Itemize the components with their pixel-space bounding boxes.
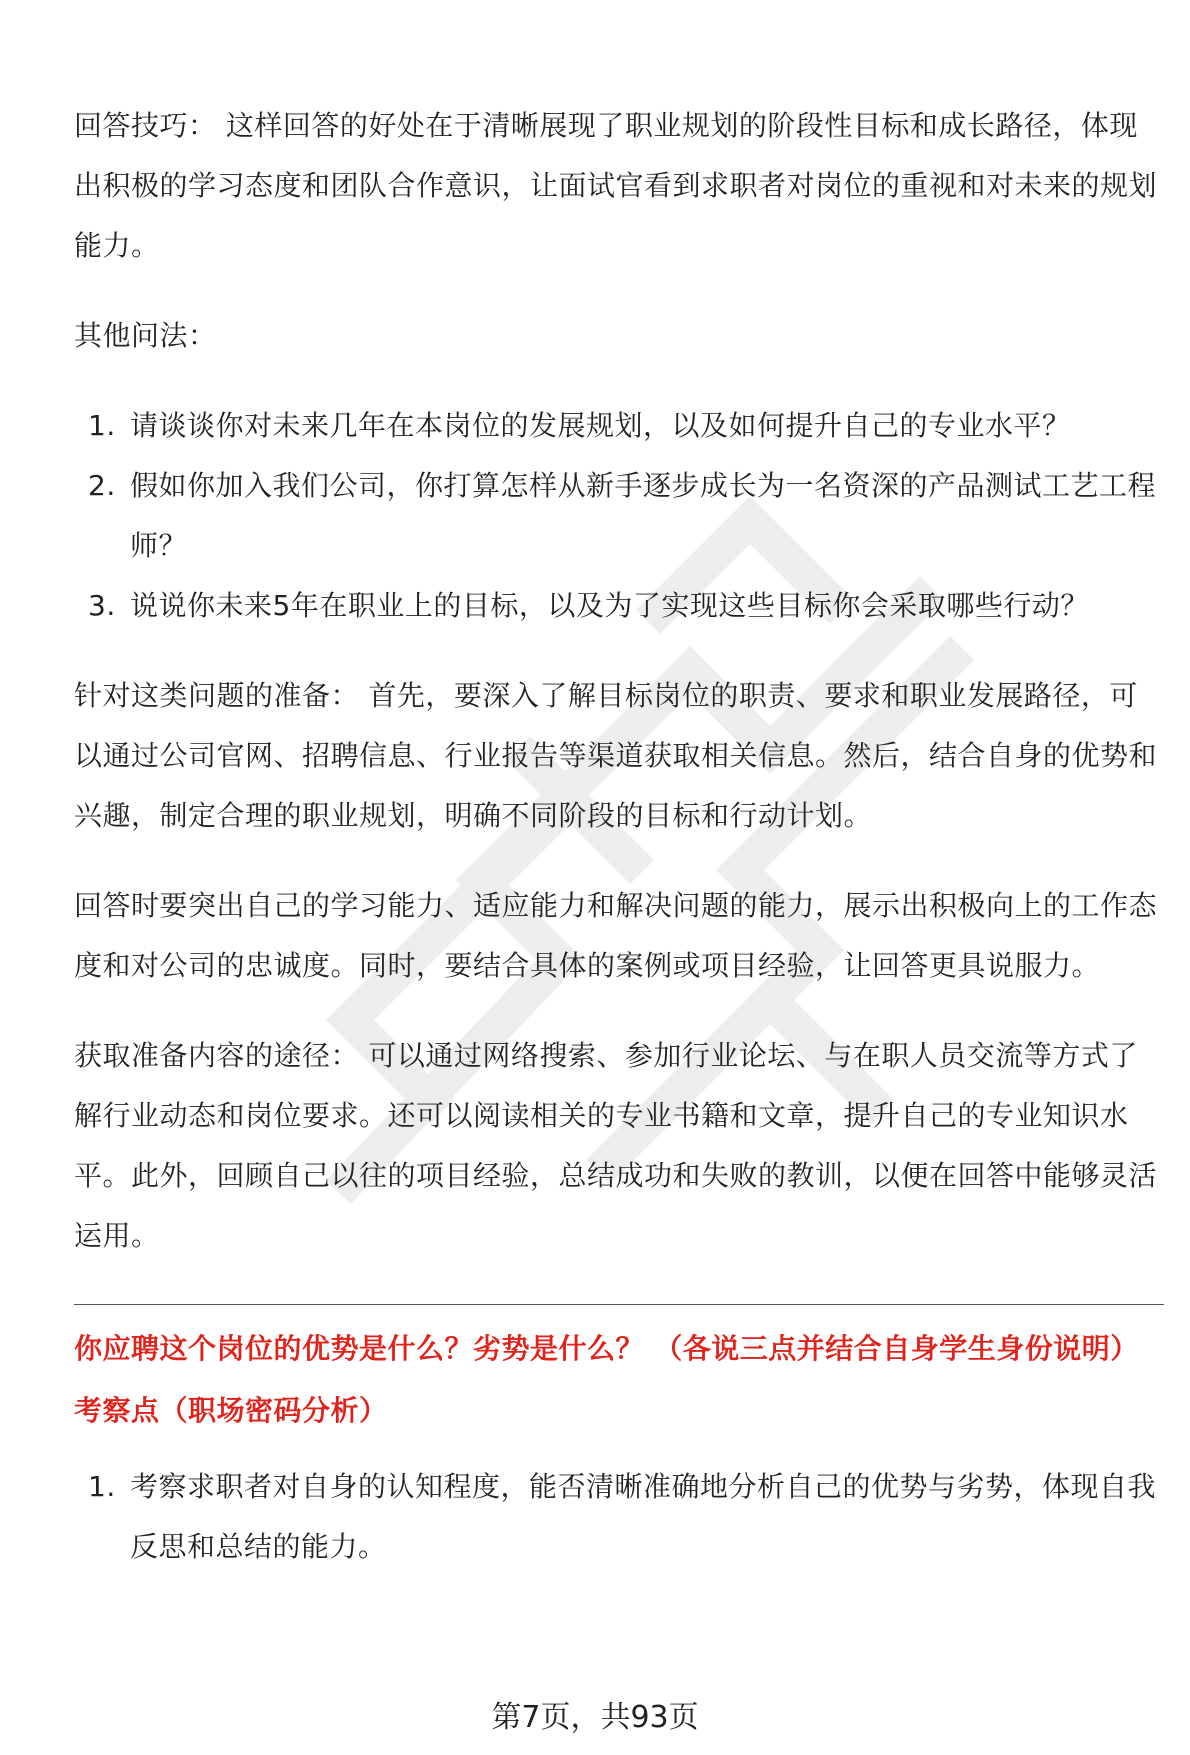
list-item (74, 576, 1164, 636)
answer-tips-paragraph (74, 96, 1164, 276)
list-item (74, 1457, 1164, 1577)
preparation-label: 针对这类问题的准备： (74, 679, 360, 712)
list-item (74, 396, 1164, 456)
sources-label: 获取准备内容的途径： (74, 1039, 360, 1072)
sources-text: 可以通过网络搜索、参加行业论坛、与在职人员交流等方式了解行业动态和岗位要求。还可以阅读相关的专业书籍和文章，提升自己的专业知识水平。此外，回顾自己以往的项目经验，总结成功和失败的教训，以便在回答中能够灵活运用。 (74, 1039, 1158, 1252)
preparation-paragraph (74, 666, 1164, 846)
other-questions-list (74, 396, 1164, 636)
list-item (74, 456, 1164, 576)
question-heading: 你应聘这个岗位的优势是什么？劣势是什么？ （各说三点并结合自身学生身份说明） (74, 1332, 1139, 1365)
document-body (74, 96, 1164, 1607)
answer-tips-label: 回答技巧： (74, 109, 217, 142)
preparation-text: 首先，要深入了解目标岗位的职责、要求和职业发展路径，可以通过公司官网、招聘信息、行业报告等渠道获取相关信息。然后，结合自身的优势和兴趣，制定合理的职业规划，明确不同阶段的目标和行动计划。 (74, 679, 1158, 832)
list-item-text: 请谈谈你对未来几年在本岗位的发展规划，以及如何提升自己的专业水平？ (130, 409, 1071, 442)
list-item-number: 1. (88, 409, 116, 442)
answer-note-paragraph: 回答时要突出自己的学习能力、适应能力和解决问题的能力，展示出积极向上的工作态度和对公司的忠诚度。同时，要结合具体的案例或项目经验，让回答更具说服力。 (74, 889, 1158, 982)
answer-tips-text: 这样回答的好处在于清晰展现了职业规划的阶段性目标和成长路径，体现出积极的学习态度和团队合作意识，让面试官看到求职者对岗位的重视和对未来的规划能力。 (74, 109, 1158, 262)
assessment-points-list (74, 1457, 1164, 1577)
list-item-text: 假如你加入我们公司，你打算怎样从新手逐步成长为一名资深的产品测试工艺工程师？ (130, 469, 1157, 562)
assessment-points-heading: 考察点（职场密码分析） (74, 1394, 388, 1427)
page-number: 第7页，共93页 (491, 1700, 699, 1735)
list-item-number: 3. (88, 589, 116, 622)
list-item-number: 2. (88, 469, 116, 502)
list-item-text: 说说你未来5年在职业上的目标，以及为了实现这些目标你会采取哪些行动？ (130, 589, 1089, 622)
other-questions-label: 其他问法： (74, 319, 217, 352)
section-divider (74, 1304, 1164, 1305)
list-item-text: 考察求职者对自身的认知程度，能否清晰准确地分析自己的优势与劣势，体现自我反思和总结的能力。 (130, 1470, 1157, 1563)
sources-paragraph (74, 1026, 1164, 1266)
list-item-number: 1. (88, 1470, 116, 1503)
